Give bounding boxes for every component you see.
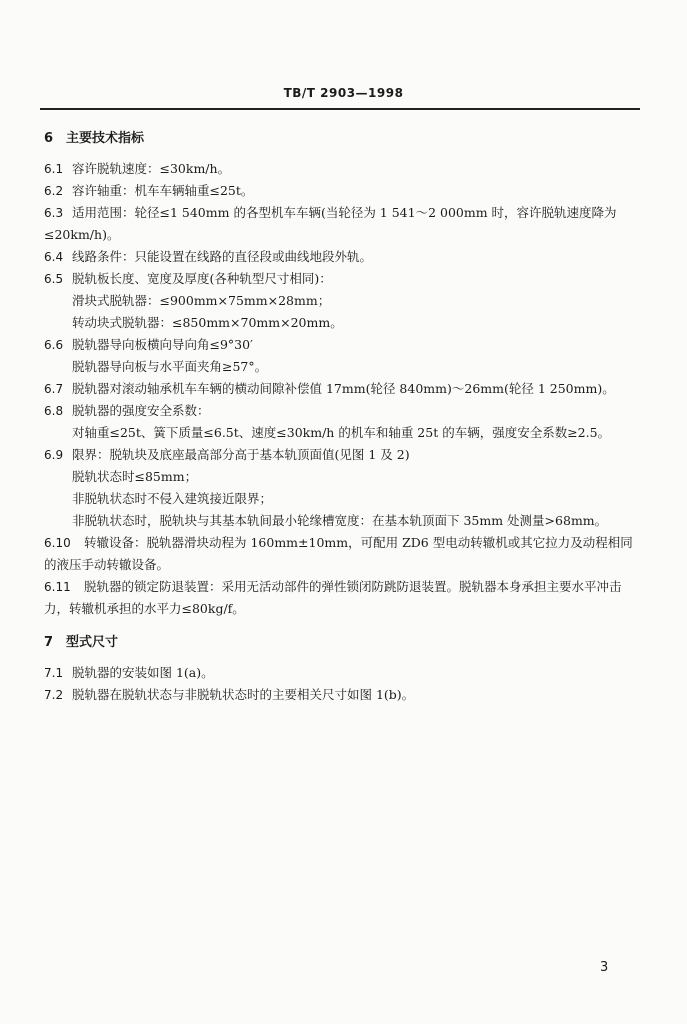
section-title: 型式尺寸 — [66, 635, 119, 650]
clause-6-8-sub-1: 对轴重≤25t、簧下质量≤6.5t、速度≤30km/h 的机车和轴重 25t 的车辆，强度安全系数≥2.5。 — [72, 425, 611, 440]
clause-number: 6.7 — [44, 382, 64, 396]
clause-7-1 — [44, 662, 644, 684]
clause-text: 容许轴重：机车车辆轴重≤25t。 — [72, 183, 254, 198]
clause-text: 脱轨器的安装如图 1(a)。 — [72, 665, 214, 680]
clause-6-6 — [44, 334, 644, 356]
clause-text: 脱轨器对滚动轴承机车车辆的横动间隙补偿值 17mm(轮径 840mm)～26mm(轮径 1 250mm)。 — [72, 381, 615, 396]
clause-text: 脱轨器的锁定防退装置：采用无活动部件的弹性锁闭防跳防退装置。脱轨器本身承担主要水平冲击力，转辙机承担的水平力≤80kg/f。 — [44, 579, 622, 616]
clause-text: 脱轨器的强度安全系数： — [72, 403, 210, 418]
clause-6-1 — [44, 158, 644, 180]
header-rule — [40, 108, 640, 110]
page-content — [44, 128, 644, 706]
clause-number: 6.3 — [44, 206, 64, 220]
section-title: 主要技术指标 — [66, 131, 145, 146]
clause-6-5 — [44, 268, 644, 290]
clause-number: 7.1 — [44, 666, 64, 680]
clause-6-9-sub-3: 非脱轨状态时，脱轨块与其基本轨间最小轮缘槽宽度：在基本轨顶面下 35mm 处测量>68mm。 — [72, 513, 608, 528]
clause-6-9-sub-2: 非脱轨状态时不侵入建筑接近限界； — [72, 491, 273, 506]
clause-number: 6.5 — [44, 272, 64, 286]
clause-6-6-sub-1: 脱轨器导向板与水平面夹角≥57°。 — [72, 359, 268, 374]
clause-6-3 — [44, 202, 644, 246]
clause-6-9 — [44, 444, 644, 466]
clause-number: 6.8 — [44, 404, 64, 418]
clause-number: 6.4 — [44, 250, 64, 264]
standard-number-header: TB/T 2903—1998 — [283, 86, 404, 100]
clause-7-2 — [44, 684, 644, 706]
clause-6-5-sub-1: 滑块式脱轨器：≤900mm×75mm×28mm； — [72, 293, 331, 308]
clause-6-7 — [44, 378, 644, 400]
clause-number: 6.10 — [44, 536, 71, 550]
clause-number: 6.2 — [44, 184, 64, 198]
clause-text: 适用范围：轮径≤1 540mm 的各型机车车辆(当轮径为 1 541～2 000mm 时，容许脱轨速度降为≤20km/h)。 — [44, 205, 617, 242]
section-7-heading — [44, 632, 644, 654]
clause-6-8 — [44, 400, 644, 422]
clause-number: 6.6 — [44, 338, 64, 352]
clause-text: 脱轨器导向板横向导向角≤9°30′ — [72, 337, 253, 352]
clause-6-9-sub-1: 脱轨状态时≤85mm； — [72, 469, 198, 484]
clause-6-5-sub-2: 转动块式脱轨器：≤850mm×70mm×20mm。 — [72, 315, 343, 330]
clause-text: 转辙设备：脱轨器滑块动程为 160mm±10mm，可配用 ZD6 型电动转辙机或其它拉力及动程相同的液压手动转辙设备。 — [44, 535, 633, 572]
clause-number: 6.9 — [44, 448, 64, 462]
section-number: 6 — [44, 131, 54, 146]
page-number: 3 — [600, 960, 609, 975]
clause-6-11 — [44, 576, 644, 620]
clause-text: 容许脱轨速度：≤30km/h。 — [72, 161, 231, 176]
clause-number: 6.11 — [44, 580, 71, 594]
clause-6-4 — [44, 246, 644, 268]
clause-text: 限界：脱轨块及底座最高部分高于基本轨顶面值(见图 1 及 2) — [72, 447, 410, 462]
clause-text: 脱轨板长度、宽度及厚度(各种轨型尺寸相同)： — [72, 271, 332, 286]
clause-6-2 — [44, 180, 644, 202]
clause-number: 6.1 — [44, 162, 64, 176]
section-6-heading — [44, 128, 644, 150]
clause-6-10 — [44, 532, 644, 576]
clause-number: 7.2 — [44, 688, 64, 702]
clause-text: 线路条件：只能设置在线路的直径段或曲线地段外轨。 — [72, 249, 373, 264]
clause-text: 脱轨器在脱轨状态与非脱轨状态时的主要相关尺寸如图 1(b)。 — [72, 687, 415, 702]
section-number: 7 — [44, 635, 54, 650]
